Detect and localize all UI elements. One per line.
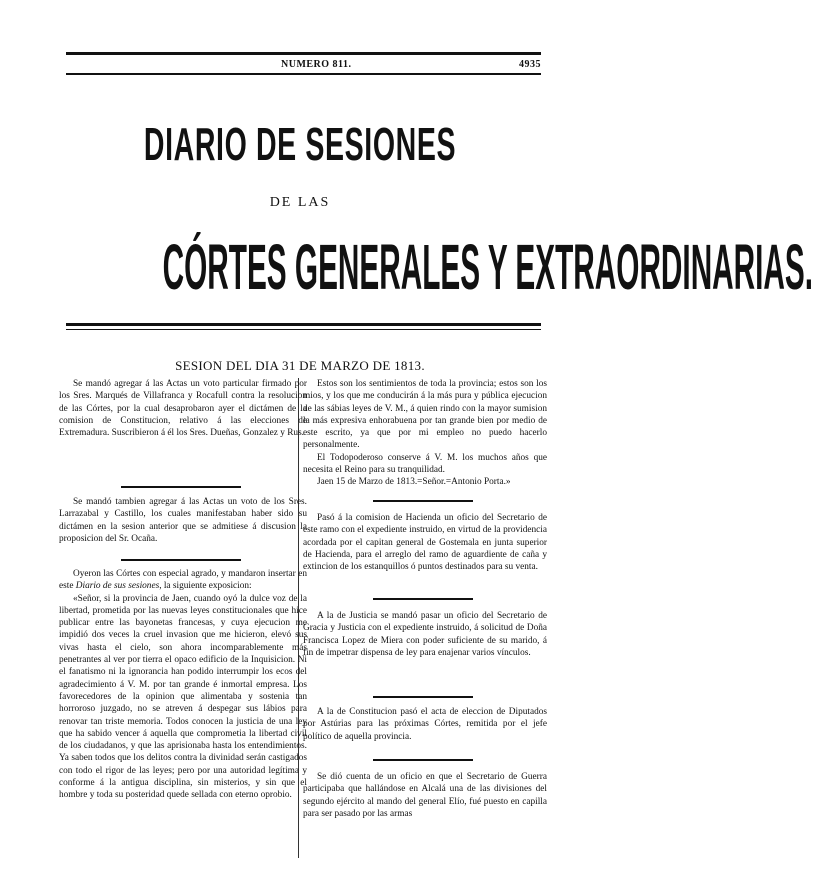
header-rule-bottom: [66, 73, 541, 75]
paragraph: Se mandó agregar á las Actas un voto particular firmado por los Sres. Marqués de Villafranca y Rocafull contra la resolucion de las Córtes, por la cual desaprobaron ayer el dictámen de la comision de Constitucion, relativo á las elecciones de Extremadura. Suscribieron á él los Sres. Dueñas, Gonzalez y Rus.: [59, 379, 307, 439]
separator: [121, 559, 241, 561]
separator: [373, 500, 473, 502]
separator: [373, 759, 473, 761]
top-rule-thick: [66, 52, 541, 55]
paragraph: «Señor, si la provincia de Jaen, cuando oyó la dulce voz de la libertad, prometida por las nuevas leyes constitucionales que hice publicar entre las bayonetas francesas, y cuya ejecucion me impidió dos veces la cruel invasion que me hicieron, elevó sus vivas hasta el cielo, son ahora incomparablemente más penetrantes al ver por tierra el opaco edificio de la Inquisicion. Ni el fanatismo ni la ignorancia han podido interrumpir los ecos del agradecimiento á V. M. por tan grande é inmortal empresa. Los favorecedores de la opinion que alimentaba y sostenia tan horroroso juzgado, no se atreven á despegar sus lábios para renovar tan triste memoria. Todos conocen la justicia de una ley que ha sabido vencer á aquella que comprometia la libertad civil de los ciudadanos, y que las aprisionaba hasta los entendimientos. Ya saben todos que los delitos contra la divinidad serán castigados con todo el rigor de las leyes; pero por una autoridad legítima y conforme á la antigua disciplina, sin misterios, y sin que el hombre y toda su posteridad quede sellada con eterno oprobio.: [59, 593, 307, 801]
page-number: 4935: [519, 59, 541, 70]
separator: [373, 696, 473, 698]
paragraph: Oyeron las Córtes con especial agrado, y mandaron insertar en este Diario de sus sesiones, la siguiente exposicion:: [59, 569, 307, 592]
paragraph: A la de Constitucion pasó el acta de eleccion de Diputados por Astúrias para las próximas Córtes, remitida por el jefe político de aquella provincia.: [303, 707, 547, 742]
masthead-main-title: CÓRTES GENERALES Y EXTRAORDINARIAS.: [162, 231, 813, 303]
paragraph: Se mandó tambien agregar á las Actas un voto de los Sres. Larrazabal y Castillo, los cuales manifestaban haber sido su dictámen en la sesion anterior que se admitiese á discusion la proposicion del Sr. Ocaña.: [59, 497, 307, 544]
signature-line: Jaen 15 de Marzo de 1813.=Señor.=Antonio Porta.»: [317, 477, 511, 488]
masthead-title: DIARIO DE SESIONES: [143, 118, 457, 170]
paragraph: Pasó á la comision de Hacienda un oficio del Secretario de este ramo con el expediente instruido, en virtud de la providencia acordada por el capitan general de Gostemala en junta superior de Hacienda, para el arreglo del ramo de aguardiente de caña y extincion de los estanquillos ó puntos destinados para su venta.: [303, 513, 547, 573]
paragraph: A la de Justicia se mandó pasar un oficio del Secretario de Gracia y Justicia con el expediente instruido, á solicitud de Doña Francisca Lopez de Miera con poder suficiente de su marido, á fin de impetrar dispensa de ley para enajenar varios vínculos.: [303, 611, 547, 658]
separator: [373, 598, 473, 600]
publication-name: Diario de sus sesiones: [75, 581, 160, 592]
paragraph: Se dió cuenta de un oficio en que el Secretario de Guerra participaba que hallándose en Alcalá una de las divisiones del segundo ejército al mando del general Elío, fué puesto en capilla para ser pasado por las armas: [303, 772, 547, 819]
masthead-subtitle: DE LAS: [269, 195, 331, 210]
session-title: SESION DEL DIA 31 DE MARZO DE 1813.: [175, 358, 425, 373]
masthead-rule-thin: [66, 329, 541, 330]
issue-number: NUMERO 811.: [281, 59, 352, 70]
separator: [121, 486, 241, 488]
page-header: [66, 59, 541, 73]
masthead-rule-thick: [66, 323, 541, 326]
paragraph: Estos son los sentimientos de toda la provincia; estos son los mios, y los que me conducirán á la más pura y pública ejecucion de las sábias leyes de V. M., á quien rindo con la mayor sumision la más expresiva enhorabuena por tan grande bien por medio de este escrito, ya que por mi empleo no puedo hacerlo personalmente.: [303, 379, 547, 451]
paragraph: El Todopoderoso conserve á V. M. los muchos años que necesita el Reino para su tranquilidad.: [303, 452, 547, 476]
